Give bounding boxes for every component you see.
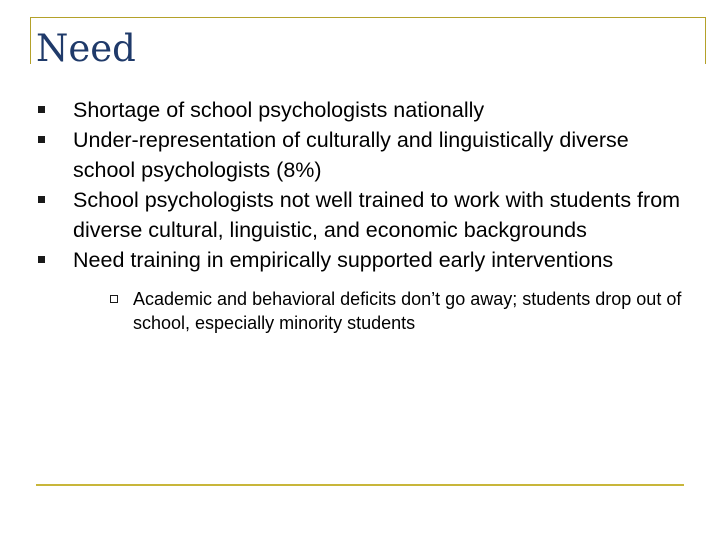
square-bullet-icon: [38, 136, 45, 143]
sub-bullet-item: [73, 287, 688, 335]
bullet-text: Under-representation of culturally and linguistically diverse school psychologists (8%): [73, 128, 629, 182]
square-bullet-icon: [38, 196, 45, 203]
square-bullet-icon: [38, 256, 45, 263]
sub-bullet-text: Academic and behavioral deficits don’t go away; students drop out of school, especially minority students: [133, 289, 682, 333]
bullet-item: [38, 95, 688, 125]
title-frame-top-line: [30, 17, 706, 18]
bullet-item: [38, 185, 688, 245]
footer-divider: [36, 484, 684, 486]
hollow-square-bullet-icon: [110, 295, 118, 303]
title-frame-right-line: [705, 17, 706, 64]
slide-title: Need: [36, 27, 136, 70]
bullet-text: Need training in empirically supported early interventions: [73, 248, 614, 272]
bullet-item: [38, 245, 688, 335]
square-bullet-icon: [38, 106, 45, 113]
bullet-item: [38, 125, 688, 185]
title-frame-left-line: [30, 17, 31, 64]
sub-bullet-list: [73, 287, 688, 335]
bullet-text: Shortage of school psychologists nationally: [73, 98, 485, 122]
bullet-text: School psychologists not well trained to work with students from diverse cultural, linguistic, and economic backgrounds: [73, 188, 681, 242]
bullet-list: [38, 95, 688, 335]
